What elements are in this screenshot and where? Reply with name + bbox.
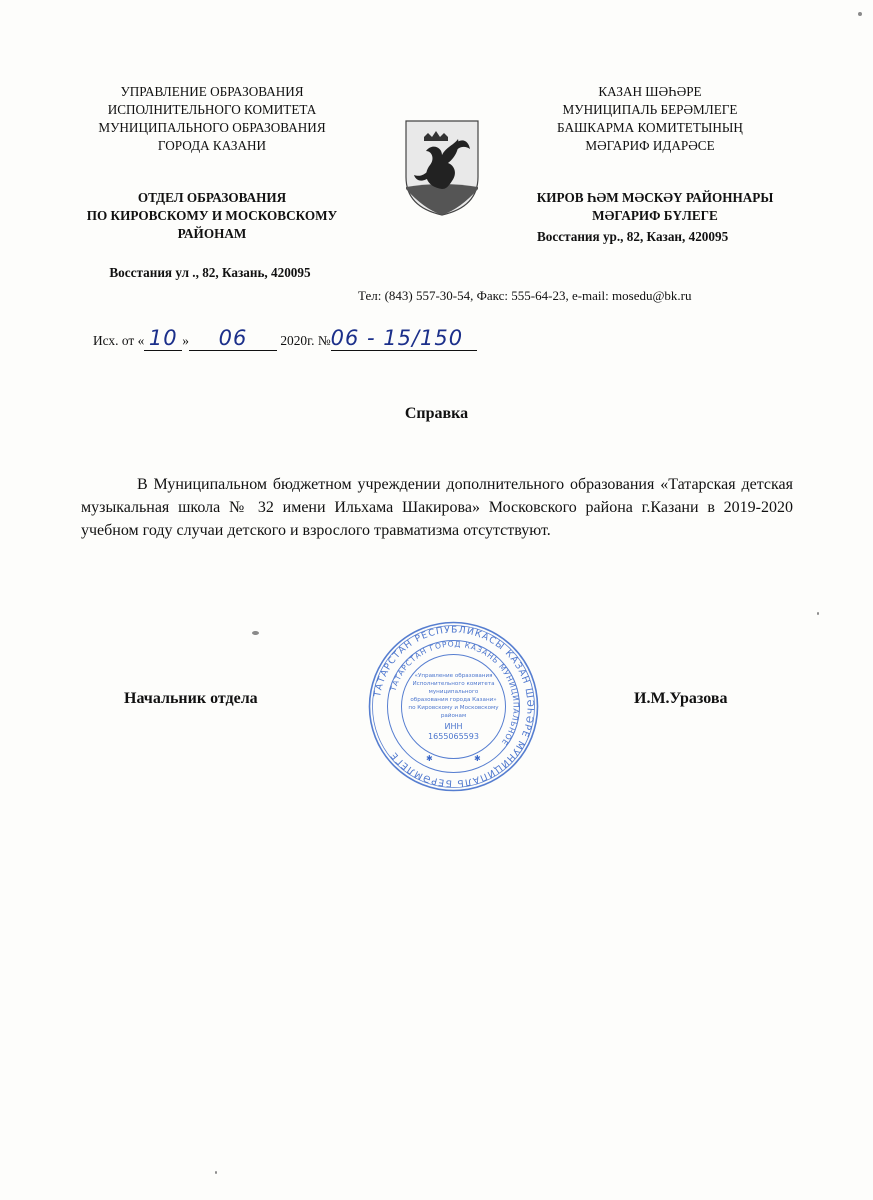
stamp-inner-text: ТАТАРСТАН ГОРОД КАЗАНЬ МУНИЦИПАЛЬНОЕ <box>388 639 521 748</box>
year-suffix: 2020г. <box>280 333 315 348</box>
address-right: Восстания ур., 82, Казан, 420095 <box>537 229 729 244</box>
header-left-dept <box>62 189 362 243</box>
handwritten-number: 06 - 15/150 <box>330 326 464 350</box>
open-quote: « <box>137 333 145 348</box>
header-right-line: МУНИЦИПАЛЬ БЕРӘМЛЕГЕ <box>562 102 738 117</box>
header-left-line: МУНИЦИПАЛЬНОГО ОБРАЗОВАНИЯ <box>98 120 326 135</box>
header-right-line: КАЗАН ШӘҺӘРЕ <box>598 84 702 99</box>
contacts-line: Тел: (843) 557-30-54, Факс: 555-64-23, e-mail: mosedu@bk.ru <box>358 288 692 303</box>
number-sign: № <box>317 333 331 348</box>
signatory-name: И.М.Уразова <box>634 690 728 707</box>
stamp-center-line: по Кировскому и Московскому <box>408 705 499 711</box>
stamp-star-icon: ✱ <box>474 754 481 763</box>
month-field <box>189 326 277 351</box>
signatory-position: Начальник отдела <box>124 690 258 707</box>
scan-speck <box>817 612 819 615</box>
scan-speck <box>215 1171 217 1174</box>
kazan-coat-of-arms-icon <box>402 117 482 217</box>
outgoing-prefix: Исх. от <box>93 333 135 348</box>
stamp-center-line: районам <box>440 713 467 719</box>
header-left-line: ИСПОЛНИТЕЛЬНОГО КОМИТЕТА <box>107 102 317 117</box>
address-left: Восстания ул ., 82, Казань, 420095 <box>109 265 311 280</box>
stamp-center-line: образования города Казани» <box>410 697 497 703</box>
close-quote: » <box>182 333 189 348</box>
scan-speck <box>252 631 259 635</box>
header-left-line: УПРАВЛЕНИЕ ОБРАЗОВАНИЯ <box>120 84 304 99</box>
number-field <box>331 326 477 351</box>
stamp-inn: 1655065593 <box>428 732 479 741</box>
handwritten-month: 06 <box>218 326 248 350</box>
header-right-line: БАШКАРМА КОМИТЕТЫНЫҢ <box>557 120 743 135</box>
header-right-org <box>500 83 800 155</box>
header-right-dept <box>505 189 805 225</box>
official-stamp <box>366 619 541 794</box>
header-left-org <box>62 83 362 155</box>
header-right-line: МӘГАРИФ ИДАРӘСЕ <box>585 138 715 153</box>
stamp-star-icon: ✱ <box>426 754 433 763</box>
outgoing-reference <box>93 326 477 351</box>
day-field <box>144 326 182 351</box>
dept-left-line: РАЙОНАМ <box>177 226 247 241</box>
scan-speck <box>858 12 862 16</box>
dept-left-line: ПО КИРОВСКОМУ И МОСКОВСКОМУ <box>86 208 338 223</box>
stamp-outer-text: ТАТАРСТАН РЕСПУБЛИКАСЫ КАЗАН ШӘҺӘРЕ МУНИЦИПАЛЬ БЕРӘМЛЕГЕ <box>372 624 536 789</box>
dept-left-line: ОТДЕЛ ОБРАЗОВАНИЯ <box>137 190 287 205</box>
handwritten-day: 10 <box>148 326 178 350</box>
document-title: Справка <box>404 405 469 422</box>
stamp-center-line: муниципального <box>428 689 479 695</box>
stamp-center-line: «Управление образования <box>414 673 493 679</box>
header-left-line: ГОРОДА КАЗАНИ <box>157 138 267 153</box>
stamp-center-line: Исполнительного комитета <box>412 681 495 687</box>
dept-right-line: КИРОВ ҺӘМ МӘСКӘҮ РАЙОННАРЫ <box>536 190 774 205</box>
dept-right-line: МӘГАРИФ БҮЛЕГЕ <box>592 208 718 223</box>
body-paragraph: В Муниципальном бюджетном учреждении дополнительного образования «Татарская детская музыкальная школа № 32 имени Ильхама Шакирова» Московского района г.Казани в 2019-2020 учебном году случаи детского и взрослого травматизма отсутствуют. <box>81 476 793 539</box>
stamp-inn-label: ИНН <box>444 722 463 731</box>
